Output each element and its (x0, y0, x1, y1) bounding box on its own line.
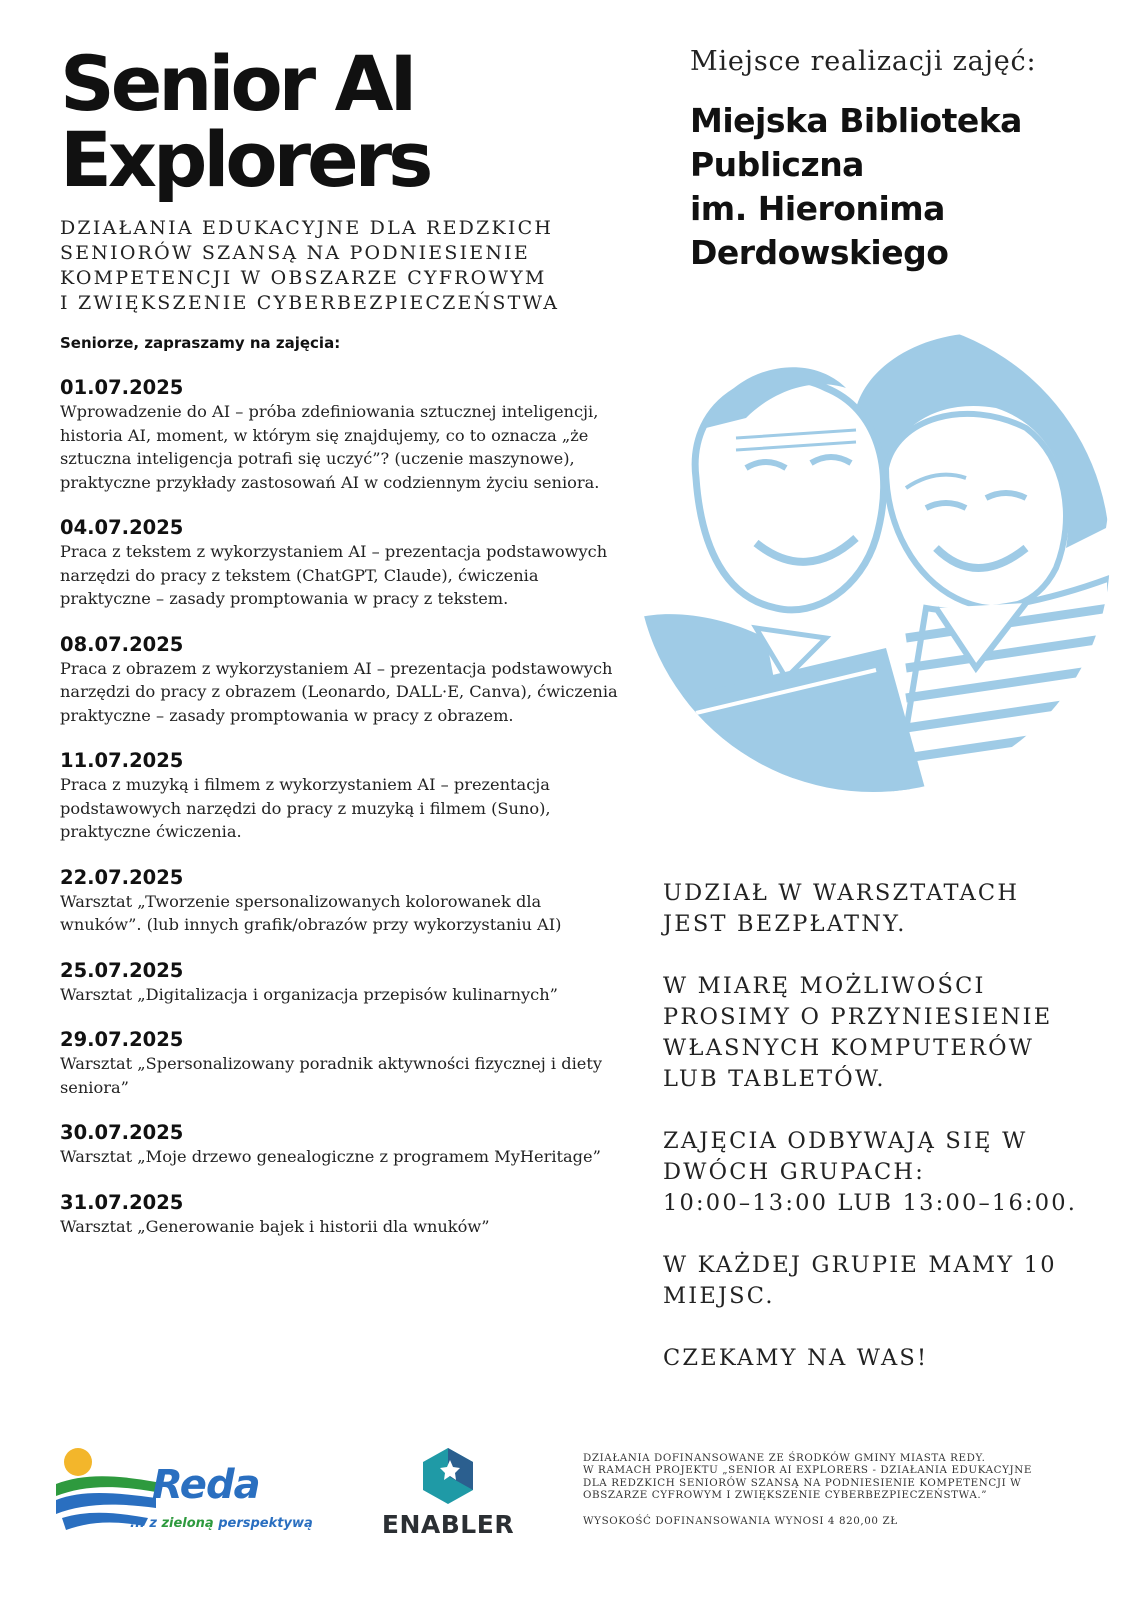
session-description: Warsztat „Moje drzewo genealogiczne z programem MyHeritage” (60, 1147, 601, 1166)
info-groups (663, 1126, 1103, 1219)
reda-logo (52, 1440, 312, 1550)
subtitle-line: KOMPETENCJI W OBSZARZE CYFROWYM (60, 267, 547, 289)
info-line: PROSIMY O PRZYNIESIENIE (663, 1004, 1053, 1030)
info-line: ZAJĘCIA ODBYWAJĄ SIĘ W (663, 1128, 1028, 1154)
info-seats (663, 1250, 1103, 1312)
session-description: Warsztat „Digitalizacja i organizacja przepisów kulinarnych” (60, 984, 558, 1004)
right-column (690, 46, 1110, 275)
invitation-heading: Seniorze, zapraszamy na zajęcia: (60, 334, 341, 352)
session-description: Praca z muzyką i filmem z wykorzystaniem AI – prezentacja podstawowych narzędzi do pracy z muzyką i filmem (Suno), praktyczne ćwiczenia. (60, 775, 551, 841)
info-section (663, 878, 1103, 1405)
page-title (60, 39, 620, 204)
footer-line: OBSZARZE CYFROWYM I ZWIĘKSZENIE CYBERBEZPIECZEŃSTWA.” (583, 1488, 988, 1501)
reda-wordmark: Reda (152, 1462, 260, 1508)
session-item (60, 866, 620, 937)
footer-line: DLA REDZKICH SENIORÓW SZANSĄ NA PODNIESIENIE KOMPETENCJI W (583, 1476, 1022, 1489)
subtitle-line: SENIORÓW SZANSĄ NA PODNIESIENIE (60, 242, 530, 264)
enabler-wordmark: ENABLER (381, 1510, 515, 1539)
info-line: UDZIAŁ W WARSZTATACH (663, 880, 1020, 906)
venue-name-line: Publiczna (690, 145, 864, 184)
funding-amount: WYSOKOŚĆ DOFINANSOWANIA WYNOSI 4 820,00 ZŁ (583, 1515, 898, 1528)
info-free-participation (663, 878, 1103, 940)
info-line: W MIARĘ MOŻLIWOŚCI (663, 973, 986, 999)
session-description: Warsztat „Generowanie bajek i historii dla wnuków” (60, 1216, 490, 1236)
info-line: W KAŻDEJ GRUPIE MAMY 10 (663, 1252, 1057, 1278)
reda-tagline (130, 1516, 313, 1531)
reda-tag-prefix: ... z (130, 1516, 162, 1531)
info-line: JEST BEZPŁATNY. (663, 911, 907, 937)
seniors-illustration (636, 318, 1110, 792)
session-description: Praca z obrazem z wykorzystaniem AI – prezentacja podstawowych narzędzi do pracy z obrazem (Leonardo, DALL·E, Canva), ćwiczenia praktyczne – zasady promptowania w pracy z obrazem. (60, 658, 618, 725)
left-column (60, 39, 620, 1260)
session-date: 22.07.2025 (60, 865, 184, 889)
info-line: WŁASNYCH KOMPUTERÓW (663, 1035, 1035, 1061)
info-line: MIEJSC. (663, 1283, 775, 1309)
session-list (60, 376, 620, 1238)
footer-line: W RAMACH PROJEKTU „SENIOR AI EXPLORERS - DZIAŁANIA EDUKACYJNE (583, 1464, 1032, 1477)
venue-name-line: im. Hieronima (690, 189, 945, 228)
session-item (60, 376, 620, 494)
title-line-2: Explorers (60, 115, 430, 204)
session-date: 01.07.2025 (60, 376, 184, 399)
footer-line: DZIAŁANIA DOFINANSOWANE ZE ŚRODKÓW GMINY MIASTA REDY. (583, 1452, 986, 1464)
subtitle-line: DZIAŁANIA EDUKACYJNE DLA REDZKICH (60, 217, 554, 239)
session-item (60, 516, 620, 611)
session-item (60, 1028, 620, 1099)
session-item (60, 1121, 620, 1169)
session-description: Warsztat „Spersonalizowany poradnik aktywności fizycznej i diety seniora” (60, 1054, 602, 1097)
info-line: LUB TABLETÓW. (663, 1066, 886, 1092)
enabler-logo (372, 1446, 524, 1546)
reda-tag-green: zieloną (161, 1516, 214, 1531)
session-date: 11.07.2025 (60, 749, 184, 772)
session-date: 25.07.2025 (60, 958, 184, 982)
info-closing (663, 1343, 1103, 1374)
reda-tag-suffix: perspektywą (213, 1516, 313, 1531)
info-bring-computers (663, 971, 1103, 1095)
session-item (60, 1191, 620, 1239)
session-description: Wprowadzenie do AI – próba zdefiniowania sztucznej inteligencji, historia AI, moment, w którym się znajdujemy, co to oznacza „że sztuczna inteligencja potrafi się uczyć”? (uczenie maszynowe), praktyczne przykłady zastosowań AI w codziennym życiu seniora. (60, 402, 600, 492)
session-date: 29.07.2025 (60, 1028, 184, 1051)
session-date: 08.07.2025 (60, 632, 184, 656)
subtitle-line: I ZWIĘKSZENIE CYBERBEZPIECZEŃSTWA (60, 292, 560, 314)
session-date: 31.07.2025 (60, 1190, 184, 1214)
session-date: 04.07.2025 (60, 516, 184, 539)
title-line-1: Senior AI (60, 39, 414, 128)
session-item (60, 749, 620, 844)
enabler-hexagon-icon (420, 1446, 476, 1506)
subtitle (60, 216, 620, 316)
info-line: CZEKAMY NA WAS! (663, 1345, 929, 1371)
venue-name-line: Derdowskiego (690, 233, 949, 272)
session-description: Praca z tekstem z wykorzystaniem AI – prezentacja podstawowych narzędzi do pracy z tekstem (ChatGPT, Claude), ćwiczenia praktyczne – zasady promptowania w pracy z tekstem. (60, 542, 608, 608)
info-line: 10:00–13:00 LUB 13:00–16:00. (663, 1190, 1078, 1216)
session-date: 30.07.2025 (60, 1121, 184, 1144)
session-item (60, 633, 620, 728)
session-item (60, 959, 620, 1007)
info-line: DWÓCH GRUPACH: (663, 1159, 926, 1185)
venue-name (690, 99, 1110, 275)
venue-label: Miejsce realizacji zajęć: (690, 46, 1037, 77)
venue-name-line: Miejska Biblioteka (690, 101, 1022, 140)
session-description: Warsztat „Tworzenie spersonalizowanych kolorowanek dla wnuków”. (lub innych grafik/obrazów przy wykorzystaniu AI) (60, 891, 562, 934)
funding-footer (583, 1452, 1113, 1527)
